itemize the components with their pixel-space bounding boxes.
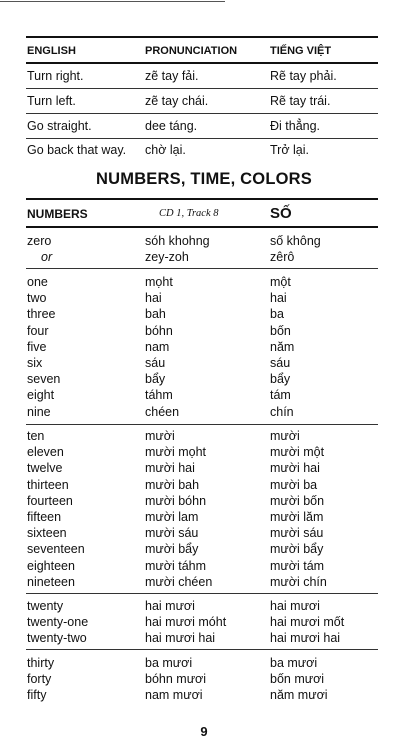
number-pronunciation: zey-zoh	[145, 250, 189, 265]
number-vietnamese: mười một	[270, 445, 325, 460]
number-vietnamese: mười hai	[270, 461, 320, 476]
number-english: eighteen	[27, 558, 75, 573]
number-vietnamese: mười chín	[270, 574, 327, 589]
row-divider	[26, 113, 378, 114]
number-pronunciation: hai mươi móht	[145, 615, 227, 630]
number-row	[0, 655, 408, 671]
number-pronunciation: sóh khohng	[145, 234, 210, 248]
number-vietnamese: mười sáu	[270, 526, 324, 541]
direction-vietnamese: Đi thẳng.	[270, 119, 321, 133]
number-row	[0, 541, 408, 557]
number-english: thirty	[27, 656, 55, 670]
number-pronunciation: chéen	[145, 404, 180, 419]
group-divider	[26, 424, 378, 425]
so-header: SỐ	[270, 205, 292, 222]
number-pronunciation: nam	[145, 339, 170, 354]
number-pronunciation: mười lam	[145, 509, 199, 524]
number-group-twenties	[0, 598, 408, 647]
number-english: fifteen	[27, 509, 62, 524]
number-row	[0, 306, 408, 322]
number-vietnamese: hai mươi	[270, 599, 320, 613]
group-divider	[26, 649, 378, 650]
direction-pronunciation: zẽ tay chái.	[145, 94, 209, 108]
number-english: six	[27, 355, 43, 370]
number-english: three	[27, 307, 56, 322]
number-row	[0, 233, 408, 249]
number-vietnamese: mười bẩy	[270, 542, 324, 557]
number-pronunciation: mười sáu	[145, 526, 199, 541]
number-row	[0, 371, 408, 387]
number-row	[0, 671, 408, 687]
numbers-top-rule	[26, 198, 378, 200]
number-vietnamese: sáu	[270, 355, 291, 370]
number-english: seventeen	[27, 542, 85, 557]
number-row	[0, 598, 408, 614]
number-pronunciation: mười táhm	[145, 558, 207, 573]
number-vietnamese: mười bốn	[270, 493, 325, 508]
number-vietnamese: ba mươi	[270, 656, 318, 670]
number-english: nineteen	[27, 574, 75, 589]
number-english: one	[27, 275, 48, 289]
number-pronunciation: bóhn	[145, 323, 173, 338]
number-english: twenty	[27, 599, 64, 613]
number-row	[0, 574, 408, 590]
number-row	[0, 339, 408, 355]
number-pronunciation: bóhn mươi	[145, 672, 207, 687]
number-english: twenty-one	[27, 615, 89, 630]
number-english: eleven	[27, 445, 64, 460]
direction-pronunciation: dee táng.	[145, 119, 198, 133]
number-pronunciation: bah	[145, 307, 166, 322]
number-row	[0, 509, 408, 525]
number-row	[0, 460, 408, 476]
table-top-rule	[26, 36, 378, 38]
number-vietnamese: hai mươi mốt	[270, 615, 345, 630]
direction-english: Turn left.	[27, 94, 76, 108]
group-divider	[26, 593, 378, 594]
number-row	[0, 387, 408, 403]
direction-pronunciation: zẽ tay fải.	[145, 69, 199, 83]
number-row	[0, 323, 408, 339]
number-group-zero	[0, 233, 408, 265]
cd-track-label: CD 1, Track 8	[159, 208, 219, 219]
number-row	[0, 687, 408, 703]
number-vietnamese: ba	[270, 307, 284, 322]
number-english: or	[41, 250, 53, 265]
number-vietnamese: zêrô	[270, 250, 295, 265]
number-english: seven	[27, 372, 61, 387]
number-pronunciation: mười	[145, 429, 175, 443]
number-vietnamese: năm mươi	[270, 688, 328, 703]
header-bottom-rule	[26, 62, 378, 64]
number-row	[0, 558, 408, 574]
number-row	[0, 614, 408, 630]
number-english: four	[27, 323, 49, 338]
number-vietnamese: bốn	[270, 323, 291, 338]
number-english: ten	[27, 429, 45, 443]
numbers-header-rule	[26, 226, 378, 228]
number-english: twenty-two	[27, 631, 87, 646]
row-divider	[26, 138, 378, 139]
number-vietnamese: bốn mươi	[270, 672, 325, 687]
number-english: fifty	[27, 688, 47, 703]
number-row	[0, 428, 408, 444]
number-pronunciation: sáu	[145, 355, 166, 370]
number-pronunciation: ba mươi	[145, 656, 193, 670]
number-row	[0, 249, 408, 265]
number-vietnamese: mười tám	[270, 558, 325, 573]
number-vietnamese: mười lăm	[270, 509, 324, 524]
number-pronunciation: hai mươi	[145, 599, 195, 613]
number-vietnamese: chín	[270, 404, 294, 419]
number-english: zero	[27, 234, 52, 248]
direction-vietnamese: Rẽ tay trái.	[270, 94, 331, 108]
number-pronunciation: mười hai	[145, 461, 195, 476]
number-pronunciation: bẩy	[145, 372, 166, 387]
number-pronunciation: táhm	[145, 388, 173, 403]
number-group-teens	[0, 428, 408, 590]
number-row	[0, 477, 408, 493]
number-english: five	[27, 339, 47, 354]
number-english: twelve	[27, 461, 63, 476]
number-pronunciation: mười bah	[145, 477, 200, 492]
number-pronunciation: mười mọht	[145, 445, 207, 460]
header-english: ENGLISH	[27, 45, 76, 57]
number-row	[0, 404, 408, 420]
direction-english: Go back that way.	[27, 143, 127, 157]
number-vietnamese: tám	[270, 388, 291, 403]
number-english: thirteen	[27, 477, 69, 492]
number-row	[0, 274, 408, 290]
top-rule	[0, 1, 225, 2]
number-pronunciation: mọht	[145, 275, 173, 289]
number-row	[0, 290, 408, 306]
number-english: two	[27, 291, 47, 306]
number-pronunciation: nam mươi	[145, 688, 203, 703]
number-vietnamese: một	[270, 275, 291, 289]
group-divider	[26, 268, 378, 269]
number-row	[0, 444, 408, 460]
direction-english: Turn right.	[27, 69, 84, 83]
page-number: 9	[200, 724, 208, 739]
number-group-tens	[0, 655, 408, 704]
numbers-header: NUMBERS	[27, 207, 88, 221]
direction-pronunciation: chờ lại.	[145, 143, 186, 157]
section-title: NUMBERS, TIME, COLORS	[96, 170, 312, 188]
number-pronunciation: mười bóhn	[145, 493, 207, 508]
number-vietnamese: mười ba	[270, 477, 318, 492]
number-row	[0, 630, 408, 646]
number-pronunciation: hai mươi hai	[145, 631, 216, 646]
direction-vietnamese: Rẽ tay phải.	[270, 69, 337, 83]
number-pronunciation: hai	[145, 291, 162, 306]
number-pronunciation: mười bẩy	[145, 542, 199, 557]
number-vietnamese: năm	[270, 339, 295, 354]
number-english: fourteen	[27, 493, 73, 508]
number-row	[0, 493, 408, 509]
number-vietnamese: bẩy	[270, 372, 291, 387]
number-row	[0, 525, 408, 541]
number-pronunciation: mười chéen	[145, 574, 213, 589]
number-english: eight	[27, 388, 55, 403]
number-english: sixteen	[27, 526, 67, 541]
number-vietnamese: hai mươi hai	[270, 631, 341, 646]
row-divider	[26, 88, 378, 89]
number-vietnamese: mười	[270, 429, 300, 443]
number-english: forty	[27, 672, 52, 687]
number-vietnamese: hai	[270, 291, 287, 306]
direction-english: Go straight.	[27, 119, 92, 133]
number-english: nine	[27, 404, 51, 419]
header-pronunciation: PRONUNCIATION	[145, 45, 238, 57]
number-row	[0, 355, 408, 371]
number-group-ones	[0, 274, 408, 420]
header-vietnamese: TIẾNG VIỆT	[270, 45, 332, 57]
number-vietnamese: số không	[270, 234, 321, 248]
direction-vietnamese: Trở lại.	[270, 143, 309, 157]
